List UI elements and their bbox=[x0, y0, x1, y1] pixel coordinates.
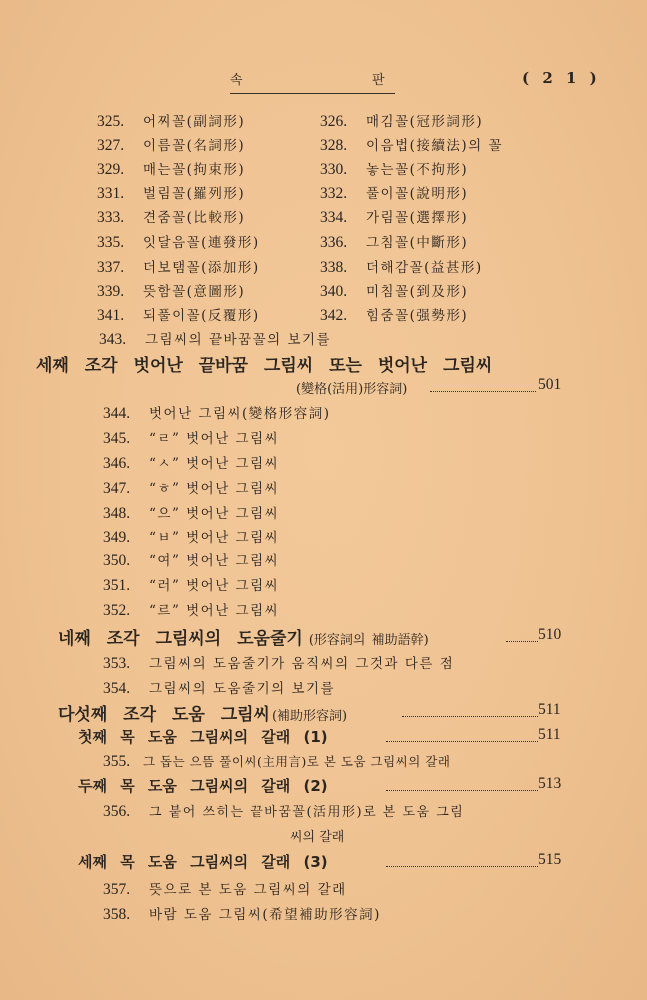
list-item: 347. “ㅎ” 벗어난 그림씨 bbox=[103, 480, 280, 497]
list-item-continuation: 씨의 갈래 bbox=[290, 830, 345, 845]
header-title-left: 속 bbox=[230, 73, 243, 88]
list-item: 341. 되풀이꼴(反覆形) bbox=[97, 307, 260, 324]
leader-dots bbox=[402, 716, 538, 717]
list-item: 325. 어찌꼴(副詞形) bbox=[97, 113, 246, 130]
leader-dots bbox=[430, 391, 536, 392]
section-page: 501 bbox=[538, 376, 562, 393]
header-title-right: 판 bbox=[372, 73, 385, 88]
list-item: 351. “러” 벗어난 그림씨 bbox=[103, 577, 280, 594]
list-item: 346. “ㅅ” 벗어난 그림씨 bbox=[103, 455, 280, 472]
subsection-page: 511 bbox=[538, 726, 561, 743]
list-item: 344. 벗어난 그림씨(變格形容詞) bbox=[103, 405, 331, 422]
list-item: 352. “르” 벗어난 그림씨 bbox=[103, 602, 280, 619]
list-item: 355. 그 돕는 으뜸 풀이씨(主用言)로 본 도움 그림씨의 갈래 bbox=[103, 753, 451, 770]
leader-dots bbox=[386, 790, 538, 791]
list-item: 330. 놓는꼴(不拘形) bbox=[320, 161, 469, 178]
list-item: 354. 그림씨의 도움줄기의 보기를 bbox=[103, 680, 336, 697]
list-item: 331. 벌림꼴(羅列形) bbox=[97, 185, 246, 202]
list-item: 328. 이음법(接續法)의 꼴 bbox=[320, 137, 504, 154]
subsection-heading: 첫째 목 도움 그림씨의 갈래 (1) bbox=[78, 728, 328, 746]
section-heading: 네째 조각 그림씨의 도움줄기 (形容詞의 補助語幹) bbox=[58, 629, 429, 649]
list-item: 327. 이름꼴(名詞形) bbox=[97, 137, 246, 154]
section-page: 511 bbox=[538, 701, 561, 718]
leader-dots bbox=[506, 641, 538, 642]
running-header bbox=[0, 62, 647, 102]
list-item: 358. 바람 도움 그림씨(希望補助形容詞) bbox=[103, 906, 381, 923]
list-item: 353. 그림씨의 도움줄기가 움직씨의 그것과 다른 점 bbox=[103, 655, 455, 672]
subsection-heading: 세째 목 도움 그림씨의 갈래 (3) bbox=[78, 853, 328, 871]
list-item: 334. 가림꼴(選擇形) bbox=[320, 209, 469, 226]
section-heading: 세째 조각 벗어난 끝바꿈 그림씨 또는 벗어난 그림씨 bbox=[36, 356, 493, 376]
list-item: 348. “으” 벗어난 그림씨 bbox=[103, 505, 280, 522]
list-item: 329. 매는꼴(拘束形) bbox=[97, 161, 246, 178]
list-item: 338. 더해감꼴(益甚形) bbox=[320, 259, 483, 276]
list-item: 335. 잇달음꼴(連發形) bbox=[97, 234, 260, 251]
list-item: 333. 견줌꼴(比較形) bbox=[97, 209, 246, 226]
leader-dots bbox=[386, 741, 538, 742]
subsection-heading: 두째 목 도움 그림씨의 갈래 (2) bbox=[78, 777, 328, 795]
section-subtitle: (變格(活用)形容詞) bbox=[296, 382, 408, 397]
list-item: 350. “여” 벗어난 그림씨 bbox=[103, 552, 280, 569]
section-heading: 다섯째 조각 도움 그림씨 (補助形容詞) bbox=[58, 705, 348, 725]
list-item: 356. 그 붙어 쓰히는 끝바꿈꼴(活用形)로 본 도움 그림 bbox=[103, 803, 465, 820]
list-item: 336. 그침꼴(中斷形) bbox=[320, 234, 469, 251]
list-item: 345. “ㄹ” 벗어난 그림씨 bbox=[103, 430, 280, 447]
leader-dots bbox=[386, 866, 538, 867]
subsection-page: 515 bbox=[538, 851, 562, 868]
list-item: 337. 더보탬꼴(添加形) bbox=[97, 259, 260, 276]
page-number: ( 2 1 ) bbox=[522, 69, 601, 87]
list-item: 340. 미침꼴(到及形) bbox=[320, 283, 469, 300]
list-item: 342. 힘줌꼴(强勢形) bbox=[320, 307, 469, 324]
list-item: 326. 매김꼴(冠形詞形) bbox=[320, 113, 484, 130]
list-item: 339. 뜻함꼴(意圖形) bbox=[97, 283, 246, 300]
list-item: 357. 뜻으로 본 도움 그림씨의 갈래 bbox=[103, 881, 347, 898]
list-item: 343. 그림씨의 끝바꿈꼴의 보기를 bbox=[99, 331, 332, 348]
list-item: 332. 풀이꼴(說明形) bbox=[320, 185, 469, 202]
section-page: 510 bbox=[538, 626, 562, 643]
list-item: 349. “ㅂ” 벗어난 그림씨 bbox=[103, 529, 280, 546]
subsection-page: 513 bbox=[538, 775, 562, 792]
header-rule bbox=[230, 93, 395, 94]
